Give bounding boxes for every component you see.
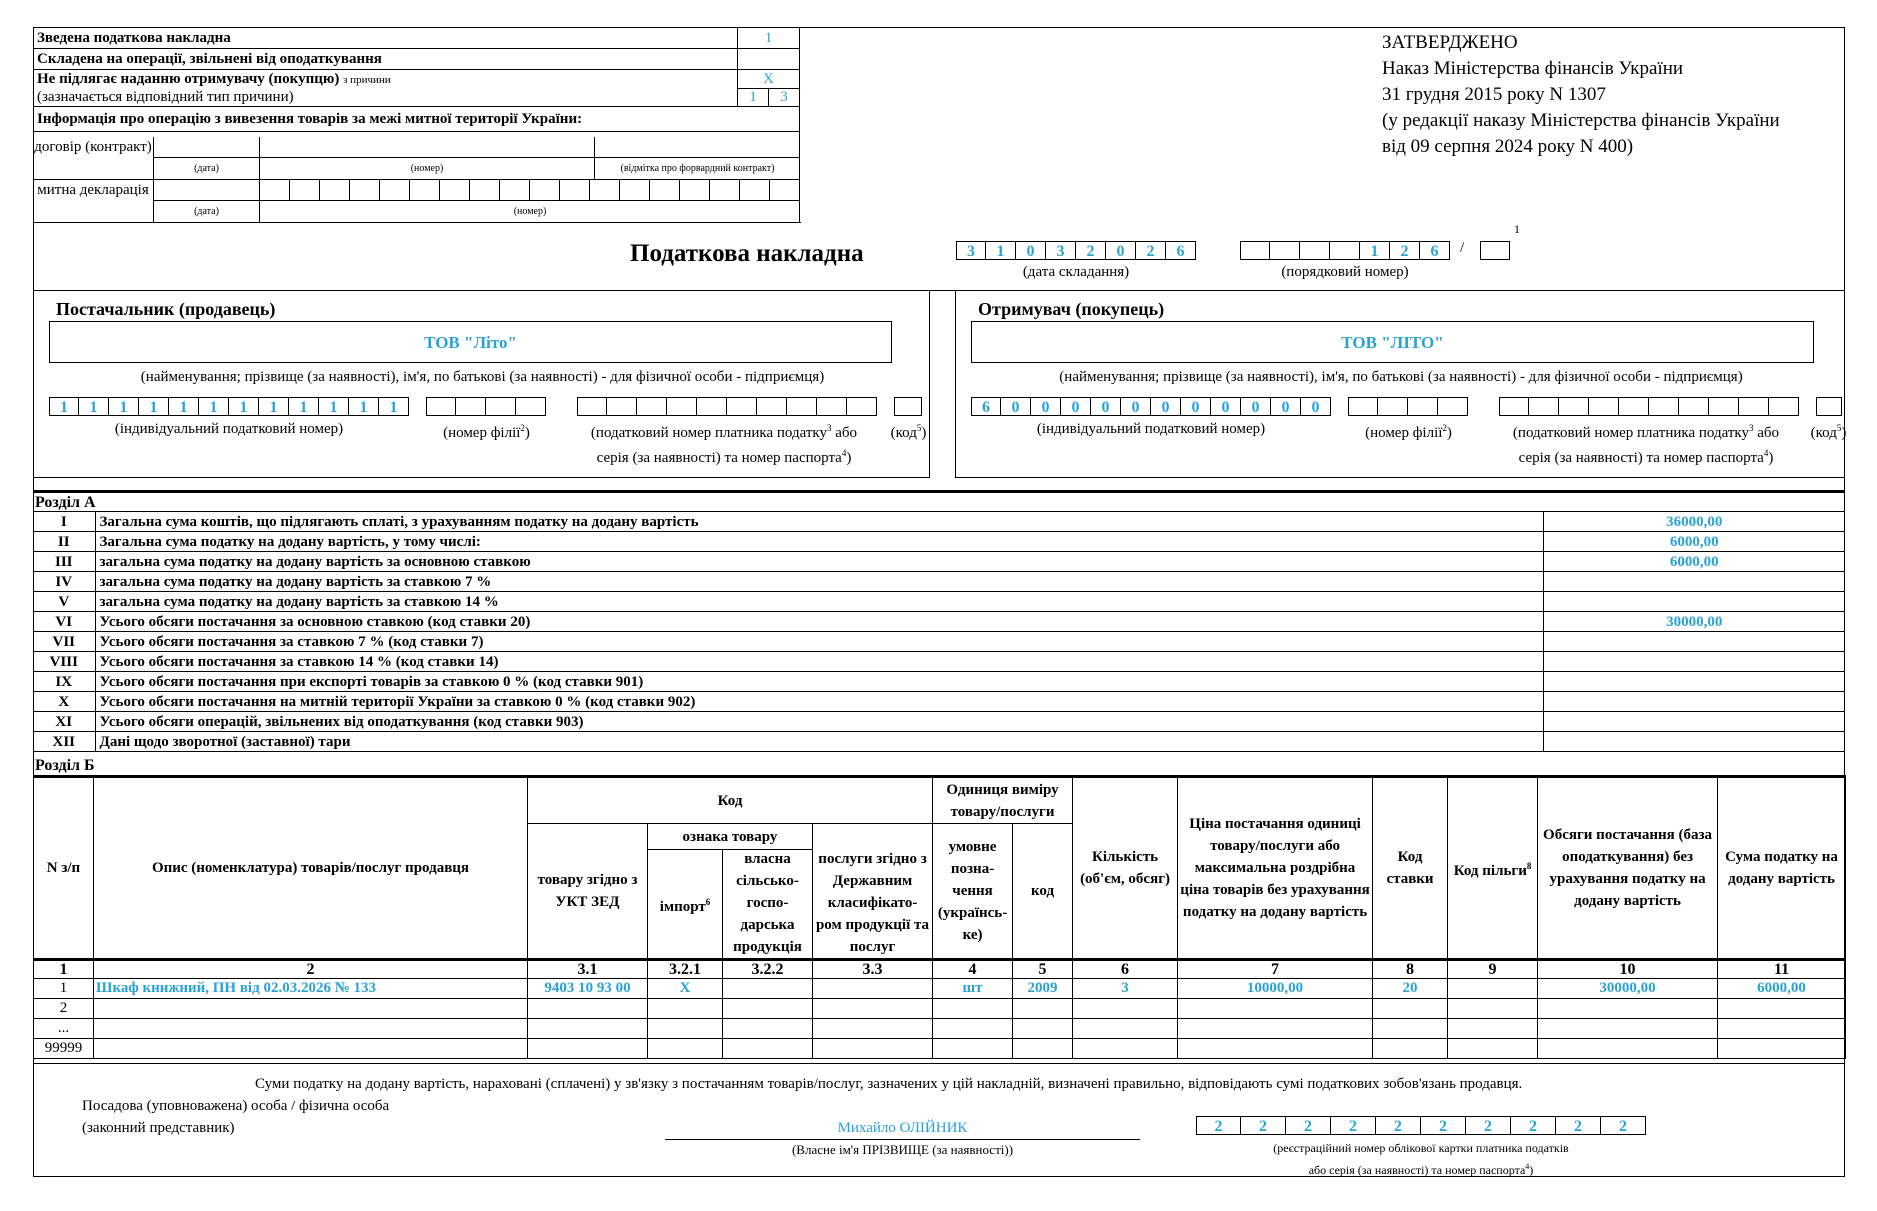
cell-vat[interactable] (1718, 1039, 1846, 1059)
cell-unit_code[interactable] (1013, 1039, 1073, 1059)
serial-digit: 1 (1360, 241, 1390, 260)
cell-unit[interactable] (933, 1039, 1013, 1059)
serial-caption: (порядковий номер) (1281, 264, 1409, 280)
section-a-row (33, 652, 1845, 672)
row-value[interactable]: 6000,00 (1543, 552, 1845, 572)
section-a-row (33, 692, 1845, 712)
seller-taxpayer-caption: (податковий номер платника податку$^3$ або (590, 423, 858, 441)
row-number: V (33, 592, 95, 612)
row-label: Усього обсяги постачання за ставкою 14 % (код ставки 14) (95, 652, 1543, 672)
row-number: VI (33, 612, 95, 632)
cell-qty[interactable] (1073, 1039, 1178, 1059)
table-row (34, 999, 1846, 1019)
col-header-unit-name: умовне позна-чення (українсь-ке) (933, 824, 1013, 960)
column-number: 3.3 (813, 960, 933, 979)
row-value[interactable] (1543, 632, 1845, 652)
row-value[interactable] (1543, 572, 1845, 592)
cell-n: 1 (34, 979, 94, 999)
col-header-vat: Сума податку на додану вартість (1718, 777, 1846, 960)
customs-number-caption: (номер) (513, 206, 547, 217)
table-row (34, 1019, 1846, 1039)
cell-agri[interactable] (723, 999, 813, 1019)
cell-dkpp[interactable] (813, 979, 933, 999)
row-value[interactable]: 30000,00 (1543, 612, 1845, 632)
column-number: 7 (1178, 960, 1373, 979)
cell-unit_code[interactable] (1013, 1019, 1073, 1039)
cell-import[interactable] (648, 1019, 723, 1039)
approval-block (1382, 30, 1780, 160)
section-a-row (33, 632, 1845, 652)
cell-vat[interactable] (1718, 1019, 1846, 1039)
section-a-table (33, 511, 1845, 752)
cell-import[interactable] (648, 1039, 723, 1059)
cell-desc[interactable] (94, 1039, 528, 1059)
cell-vat[interactable]: 6000,00 (1718, 979, 1846, 999)
row-value[interactable] (1543, 692, 1845, 712)
date-digit: 3 (1046, 241, 1076, 260)
buyer-name-field[interactable]: ТОВ "ЛІТО" (971, 321, 1814, 363)
cell-base[interactable] (1538, 1019, 1718, 1039)
customs-date-field[interactable] (154, 180, 260, 201)
buyer-passport-caption: серія (за наявності) та номер паспорта$^4$) (1518, 448, 1774, 466)
serial-digit (1330, 241, 1360, 260)
cell-unit[interactable] (933, 1019, 1013, 1039)
row-number: II (33, 532, 95, 552)
seller-name-field[interactable]: ТОВ "Літо" (49, 321, 892, 363)
cell-agri[interactable] (723, 979, 813, 999)
serial-digit (1300, 241, 1330, 260)
row-number: XI (33, 712, 95, 732)
contract-label: договір (контракт) (33, 137, 154, 180)
cell-desc[interactable] (94, 999, 528, 1019)
cell-unit[interactable] (933, 999, 1013, 1019)
row-value[interactable] (1543, 652, 1845, 672)
col-header-code-group: Код (528, 777, 933, 824)
row-label: загальна сума податку на додану вартість за ставкою 14 % (95, 592, 1543, 612)
cell-base[interactable]: 30000,00 (1538, 979, 1718, 999)
row-label: Усього обсяги постачання за основною ставкою (код ставки 20) (95, 612, 1543, 632)
buyer-taxpayer-caption: (податковий номер платника податку$^3$ або (1512, 423, 1780, 441)
cell-import[interactable] (648, 999, 723, 1019)
not-issued-row (34, 70, 738, 89)
row-label: Усього обсяги постачання при експорті товарів за ставкою 0 % (код ставки 901) (95, 672, 1543, 692)
cell-rate[interactable] (1373, 1019, 1448, 1039)
exempt-value[interactable] (738, 49, 800, 70)
seller-heading: Постачальник (продавець) (56, 299, 276, 319)
approval-line-2: Наказ Міністерства фінансів України (1382, 58, 1684, 79)
column-number: 3.2.2 (723, 960, 813, 979)
signer-caption: (Власне ім'я ПРІЗВИЩЕ (за наявності)) (791, 1142, 1014, 1157)
buyer-branch-caption: (номер філії$^2$) (1365, 423, 1452, 441)
customs-number-boxes[interactable] (260, 180, 800, 201)
col-header-benefit: Код пільги$^8$ (1448, 777, 1538, 960)
not-issued-label: Не підлягає наданню отримувачу (покупцю) (37, 70, 340, 87)
buyer-taxpayer-boxes[interactable] (1499, 397, 1799, 416)
column-number: 1 (34, 960, 94, 979)
table-row (34, 979, 1846, 999)
row-label: Загальна сума коштів, що підлягають сплаті, з урахуванням податку на додану вартість (95, 512, 1543, 532)
col-header-dkpp: послуги згідно з Державним класифікато-ром продукції та послуг (813, 824, 933, 960)
column-number: 6 (1073, 960, 1178, 979)
col-header-qty: Кількість (об'єм, обсяг) (1073, 777, 1178, 960)
contract-date-caption: (дата) (154, 158, 260, 180)
registration-number-boxes[interactable]: 2 2 2 2 2 2 2 2 2 2 (1196, 1116, 1646, 1135)
column-number: 5 (1013, 960, 1073, 979)
cell-uktzed[interactable] (528, 1019, 648, 1039)
column-number: 8 (1373, 960, 1448, 979)
date-digit: 3 (956, 241, 986, 260)
seller-code-caption: (код$^5$) (890, 423, 927, 441)
registration-caption-1: (реєстраційний номер облікової картки платника податків (1273, 1141, 1569, 1155)
col-header-import: імпорт$^6$ (648, 850, 723, 960)
contract-number-caption: (номер) (260, 158, 595, 180)
serial-digit (1270, 241, 1300, 260)
cell-unit_code[interactable] (1013, 999, 1073, 1019)
row-label: загальна сума податку на додану вартість за основною ставкою (95, 552, 1543, 572)
not-issued-value[interactable]: X (738, 70, 800, 89)
reason-note: (зазначається відповідний тип причини) (34, 89, 738, 107)
col-header-sign-group: ознака товару (648, 824, 813, 850)
row-value[interactable]: 36000,00 (1543, 512, 1845, 532)
serial-slash: / (1460, 240, 1465, 256)
date-digit: 0 (1016, 241, 1046, 260)
forward-contract-caption: (відмітка про форвардний контракт) (595, 158, 800, 180)
col-header-own-agri: власна сільсько-госпо-дарська продукція (723, 850, 813, 960)
section-a-row (33, 672, 1845, 692)
section-a-row (33, 592, 1845, 612)
row-label: Усього обсяги постачання за ставкою 7 % (код ставки 7) (95, 632, 1543, 652)
column-number: 10 (1538, 960, 1718, 979)
not-issued-suffix: з причини (343, 73, 391, 86)
serial-digit (1240, 241, 1270, 260)
col-header-uktzed: товару згідно з УКТ ЗЕД (528, 824, 648, 960)
cell-uktzed[interactable] (528, 999, 648, 1019)
section-a-row (33, 532, 1845, 552)
seller-block (33, 290, 930, 478)
date-caption: (дата складання) (1022, 264, 1130, 280)
approval-line-1: ЗАТВЕРДЖЕНО (1382, 32, 1518, 53)
row-value[interactable] (1543, 732, 1845, 752)
cell-price[interactable] (1178, 1039, 1373, 1059)
cell-import[interactable]: X (648, 979, 723, 999)
cell-dkpp[interactable] (813, 1039, 933, 1059)
cell-rate[interactable]: 20 (1373, 979, 1448, 999)
serial-digit: 2 (1390, 241, 1420, 260)
buyer-code-caption: (код$^5$) (1810, 423, 1847, 441)
col-header-rate: Код ставки (1373, 777, 1448, 960)
date-digit: 0 (1106, 241, 1136, 260)
approval-line-5: від 09 серпня 2024 року N 400) (1382, 136, 1634, 157)
approval-line-3: 31 грудня 2015 року N 1307 (1382, 84, 1606, 105)
footer-statement: Суми податку на додану вартість, нараховані (сплачені) у зв'язку з постачанням товарів/послуг, зазначених у цій накладній, визначені правильно, відповідають сумі податкових зобов'язань продавця. (255, 1076, 1523, 1092)
customs-label: митна декларація (33, 180, 154, 222)
cell-qty[interactable] (1073, 999, 1178, 1019)
column-number: 3.2.1 (648, 960, 723, 979)
cell-agri[interactable] (723, 1019, 813, 1039)
cell-uktzed[interactable]: 9403 10 93 00 (528, 979, 648, 999)
row-value[interactable]: 6000,00 (1543, 532, 1845, 552)
approval-line-4: (у редакції наказу Міністерства фінансів України (1382, 110, 1780, 131)
footnote-1: 1 (1514, 222, 1520, 236)
official-label-1: Посадова (уповноважена) особа / фізична особа (82, 1098, 390, 1114)
row-value[interactable] (1543, 672, 1845, 692)
cell-dkpp[interactable] (813, 999, 933, 1019)
registration-caption-2: або серія (за наявності) та номер паспорта$^4$) (1308, 1162, 1534, 1177)
cell-rate[interactable] (1373, 999, 1448, 1019)
row-number: IV (33, 572, 95, 592)
row-number: VII (33, 632, 95, 652)
row-number: VIII (33, 652, 95, 672)
status-table (33, 27, 800, 132)
cell-desc[interactable] (94, 1019, 528, 1039)
summary-invoice-label: Зведена податкова накладна (34, 28, 738, 49)
seller-code-box[interactable] (894, 397, 922, 416)
row-number: X (33, 692, 95, 712)
cell-vat[interactable] (1718, 999, 1846, 1019)
cell-n: 99999 (34, 1039, 94, 1059)
serial-suffix-box[interactable] (1480, 241, 1510, 260)
table-row (34, 1039, 1846, 1059)
col-header-base: Обсяги постачання (база оподаткування) без урахування податку на додану вартість (1538, 777, 1718, 960)
row-label: Усього обсяги операцій, звільнених від оподаткування (код ставки 903) (95, 712, 1543, 732)
export-details (33, 137, 800, 222)
seller-name-caption: (найменування; прізвище (за наявності), ім'я, по батькові (за наявності) - для фізичної особи - підприємця) (140, 369, 825, 385)
date-digit: 2 (1076, 241, 1106, 260)
cell-uktzed[interactable] (528, 1039, 648, 1059)
seller-branch-boxes[interactable] (426, 397, 546, 416)
forward-contract-field[interactable] (595, 137, 800, 158)
section-a-row (33, 572, 1845, 592)
date-boxes[interactable] (956, 241, 1196, 260)
buyer-block (955, 290, 1845, 478)
cell-n: 2 (34, 999, 94, 1019)
cell-benefit[interactable] (1448, 1039, 1538, 1059)
buyer-heading: Отримувач (покупець) (978, 299, 1165, 319)
row-label: загальна сума податку на додану вартість за ставкою 7 % (95, 572, 1543, 592)
seller-branch-caption: (номер філії$^2$) (443, 423, 530, 441)
seller-passport-caption: серія (за наявності) та номер паспорта$^4$) (596, 448, 852, 466)
column-number: 3.1 (528, 960, 648, 979)
row-number: I (33, 512, 95, 532)
column-number: 2 (94, 960, 528, 979)
items-table (33, 775, 1846, 1059)
section-a-row (33, 512, 1845, 532)
row-label: Загальна сума податку на додану вартість, у тому числі: (95, 532, 1543, 552)
contract-date-field[interactable] (154, 137, 260, 158)
cell-benefit[interactable] (1448, 979, 1538, 999)
section-b (33, 775, 1845, 1059)
section-a-row (33, 612, 1845, 632)
row-number: XII (33, 732, 95, 752)
row-label: Усього обсяги постачання на митній території України за ставкою 0 % (код ставки 902) (95, 692, 1543, 712)
section-a-row (33, 552, 1845, 572)
column-number: 9 (1448, 960, 1538, 979)
export-info-label: Інформація про операцію з вивезення товарів за межі митної території України: (34, 107, 800, 132)
date-digit: 6 (1166, 241, 1196, 260)
cell-price[interactable] (1178, 1019, 1373, 1039)
cell-qty[interactable] (1073, 1019, 1178, 1039)
reason-code-2[interactable]: 3 (769, 89, 800, 107)
section-a (33, 490, 1845, 752)
reason-code-1[interactable]: 1 (738, 89, 769, 107)
cell-agri[interactable] (723, 1039, 813, 1059)
cell-rate[interactable] (1373, 1039, 1448, 1059)
col-header-n: N з/п (34, 777, 94, 960)
column-number: 11 (1718, 960, 1846, 979)
serial-boxes[interactable] (1240, 241, 1450, 260)
cell-benefit[interactable] (1448, 999, 1538, 1019)
row-value[interactable] (1543, 592, 1845, 612)
date-digit: 2 (1136, 241, 1166, 260)
contract-number-field[interactable] (260, 137, 595, 158)
customs-date-caption: (дата) (154, 201, 260, 222)
exempt-label: Складена на операції, звільнені від оподаткування (34, 49, 738, 70)
cell-base[interactable] (1538, 1039, 1718, 1059)
buyer-ipn-caption: (індивідуальний податковий номер) (1036, 421, 1266, 437)
serial-digit: 6 (1420, 241, 1450, 260)
seller-taxpayer-boxes[interactable] (577, 397, 877, 416)
row-label: Дані щодо зворотної (заставної) тари (95, 732, 1543, 752)
section-a-row (33, 712, 1845, 732)
section-a-title: Розділ А (33, 490, 1845, 511)
seller-ipn-caption: (індивідуальний податковий номер) (114, 421, 344, 437)
official-label-2: (законний представник) (82, 1120, 235, 1136)
cell-unit[interactable]: шт (933, 979, 1013, 999)
seller-ipn-boxes[interactable]: 1 1 1 1 1 1 1 1 1 1 1 1 (49, 397, 409, 416)
col-header-price: Ціна постачання одиниці товару/послуги або максимальна роздрібна ціна товарів без урахування податку на додану вартість (1178, 777, 1373, 960)
row-number: III (33, 552, 95, 572)
col-header-unit-code: код (1013, 824, 1073, 960)
buyer-code-box[interactable] (1816, 397, 1842, 416)
row-value[interactable] (1543, 712, 1845, 732)
cell-dkpp[interactable] (813, 1019, 933, 1039)
row-number: IX (33, 672, 95, 692)
cell-qty[interactable]: 3 (1073, 979, 1178, 999)
column-number: 4 (933, 960, 1013, 979)
cell-price[interactable] (1178, 999, 1373, 1019)
buyer-ipn-boxes[interactable]: 6 0 0 0 0 0 0 0 0 0 0 0 (971, 397, 1331, 416)
cell-price[interactable]: 10000,00 (1178, 979, 1373, 999)
col-header-unit-group: Одиниця виміру товару/послуги (933, 777, 1073, 824)
cell-base[interactable] (1538, 999, 1718, 1019)
section-a-row (33, 732, 1845, 752)
col-header-desc: Опис (номенклатура) товарів/послуг продавця (94, 777, 528, 960)
cell-unit_code[interactable]: 2009 (1013, 979, 1073, 999)
cell-n: ... (34, 1019, 94, 1039)
buyer-name-caption: (найменування; прізвище (за наявності), ім'я, по батькові (за наявності) - для фізичної особи - підприємця) (1059, 369, 1743, 385)
buyer-branch-boxes[interactable] (1348, 397, 1468, 416)
date-digit: 1 (986, 241, 1016, 260)
page-title: Податкова накладна (630, 240, 864, 267)
summary-invoice-value[interactable]: 1 (738, 28, 800, 49)
cell-desc[interactable]: Шкаф книжний, ПН від 02.03.2026 № 133 (94, 979, 528, 999)
signer-name[interactable]: Михайло ОЛІЙНИК (665, 1120, 1140, 1140)
cell-benefit[interactable] (1448, 1019, 1538, 1039)
section-b-title: Розділ Б (35, 757, 95, 774)
